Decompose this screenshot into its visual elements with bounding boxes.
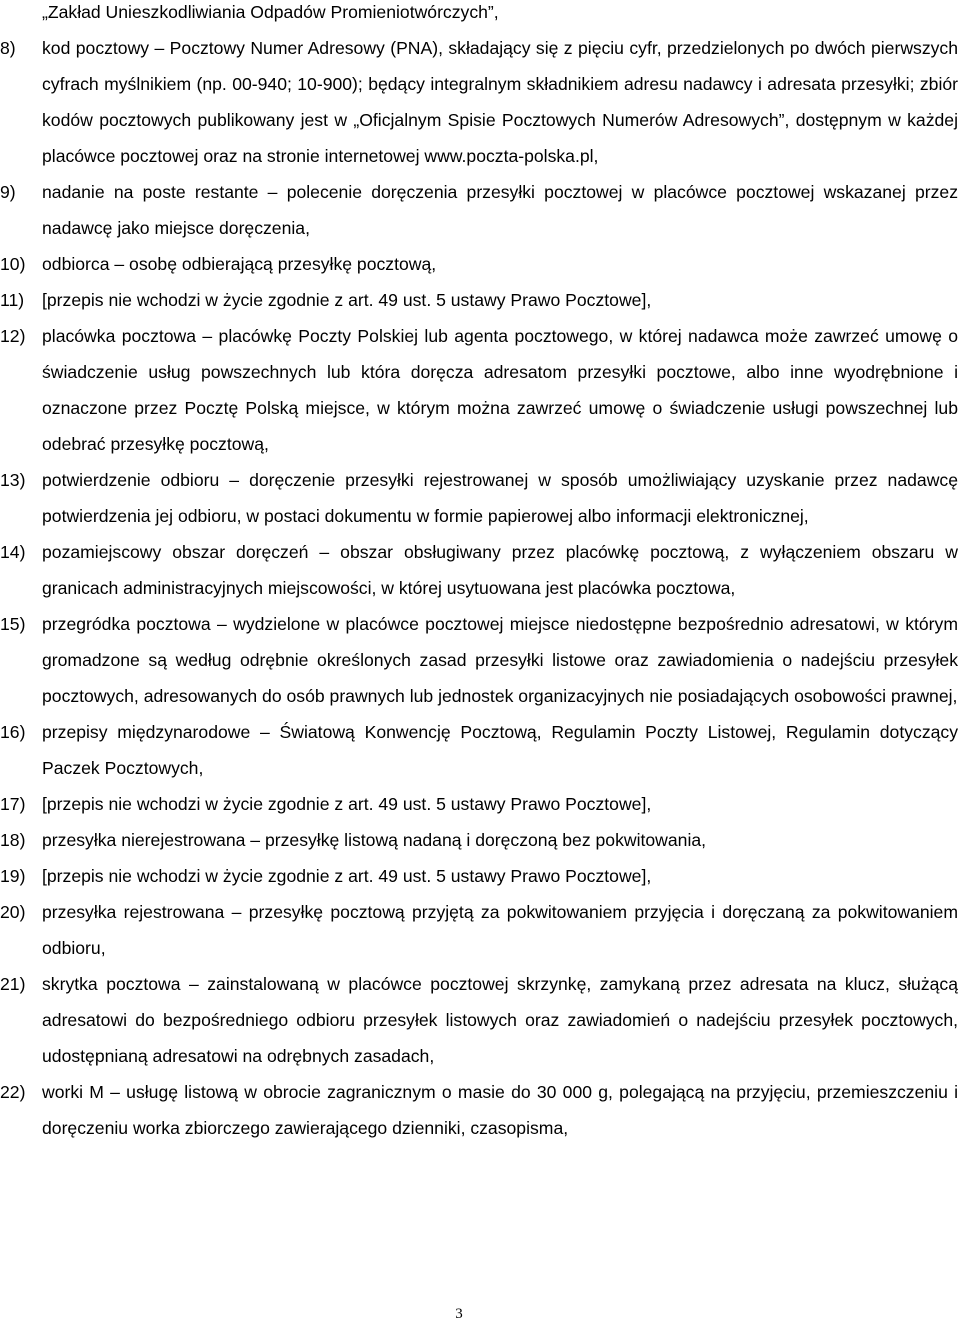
definition-item bbox=[0, 894, 958, 966]
item-number: 17) bbox=[0, 794, 26, 814]
definition-item bbox=[0, 1074, 958, 1146]
definition-item bbox=[0, 318, 958, 462]
definition-item bbox=[0, 534, 958, 606]
definition-item bbox=[0, 246, 958, 282]
definition-item bbox=[0, 606, 958, 714]
definition-item bbox=[0, 462, 958, 534]
item-number: 22) bbox=[0, 1082, 26, 1102]
item-number: 21) bbox=[0, 974, 26, 994]
item-number: 8) bbox=[0, 38, 16, 58]
definition-item bbox=[0, 714, 958, 786]
item-number: 19) bbox=[0, 866, 26, 886]
item-text: [przepis nie wchodzi w życie zgodnie z art. 49 ust. 5 ustawy Prawo Pocztowe], bbox=[42, 794, 652, 814]
item-text: przesyłka nierejestrowana – przesyłkę listową nadaną i doręczoną bez pokwitowania, bbox=[42, 830, 707, 850]
item-number: 10) bbox=[0, 254, 26, 274]
continued-text-line: „Zakład Unieszkodliwiania Odpadów Promieniotwórczych”, bbox=[42, 2, 499, 22]
definition-item bbox=[0, 30, 958, 174]
item-number: 14) bbox=[0, 542, 26, 562]
item-text: potwierdzenie odbioru – doręczenie przesyłki rejestrowanej w sposób umożliwiający uzyskanie przez nadawcę potwierdzenia jej odbioru, w postaci dokumentu w formie papierowej albo informacji elektronicznej, bbox=[42, 470, 958, 526]
item-number: 13) bbox=[0, 470, 26, 490]
item-number: 12) bbox=[0, 326, 26, 346]
item-number: 9) bbox=[0, 182, 16, 202]
definition-item bbox=[0, 822, 958, 858]
item-number: 15) bbox=[0, 614, 26, 634]
item-text: przegródka pocztowa – wydzielone w placówce pocztowej miejsce niedostępne bezpośrednio adresatowi, w którym gromadzone są według odrębnie określonych zasad przesyłki listowe oraz zawiadomienia o nadejściu przesyłek pocztowych, adresowanych do osób prawnych lub jednostek organizacyjnych nie posiadających osobowości prawnej, bbox=[42, 614, 958, 706]
item-text: przesyłka rejestrowana – przesyłkę pocztową przyjętą za pokwitowaniem przyjęcia i doręczaną za pokwitowaniem odbioru, bbox=[42, 902, 958, 958]
definition-item bbox=[0, 282, 958, 318]
item-text: odbiorca – osobę odbierającą przesyłkę pocztową, bbox=[42, 254, 437, 274]
item-number: 11) bbox=[0, 290, 25, 310]
item-text: pozamiejscowy obszar doręczeń – obszar obsługiwany przez placówkę pocztową, z wyłączeniem obszaru w granicach administracyjnych miejscowości, w której usytuowana jest placówka pocztowa, bbox=[42, 542, 958, 598]
item-text: [przepis nie wchodzi w życie zgodnie z art. 49 ust. 5 ustawy Prawo Pocztowe], bbox=[42, 290, 652, 310]
definition-item bbox=[0, 858, 958, 894]
item-text: [przepis nie wchodzi w życie zgodnie z art. 49 ust. 5 ustawy Prawo Pocztowe], bbox=[42, 866, 652, 886]
item-text: kod pocztowy – Pocztowy Numer Adresowy (PNA), składający się z pięciu cyfr, przedzielonych po dwóch pierwszych cyfrach myślnikiem (np. 00-940; 10-900); będący integralnym składnikiem adresu nadawcy i adresata przesyłki; zbiór kodów pocztowych publikowany jest w „Oficjalnym Spisie Pocztowych Numerów Adresowych”, dostępnym w każdej placówce pocztowej oraz na stronie internetowej www.poczta-polska.pl, bbox=[42, 38, 958, 166]
item-text: placówka pocztowa – placówkę Poczty Polskiej lub agenta pocztowego, w której nadawca może zawrzeć umowę o świadczenie usług powszechnych lub która doręcza adresatom przesyłki pocztowe, albo inne wyodrębnione i oznaczone przez Pocztę Polską miejsce, w którym można zawrzeć umowę o świadczenie usługi powszechnej lub odebrać przesyłkę pocztową, bbox=[42, 326, 958, 454]
definition-item bbox=[0, 174, 958, 246]
item-text: nadanie na poste restante – polecenie doręczenia przesyłki pocztowej w placówce pocztowej wskazanej przez nadawcę jako miejsce doręczenia, bbox=[42, 182, 958, 238]
definition-item bbox=[0, 966, 958, 1074]
item-text: worki M – usługę listową w obrocie zagranicznym o masie do 30 000 g, polegającą na przyjęciu, przemieszczeniu i doręczeniu worka zbiorczego zawierającego dzienniki, czasopisma, bbox=[42, 1082, 958, 1138]
item-number: 18) bbox=[0, 830, 26, 850]
item-text: przepisy międzynarodowe – Światową Konwencję Pocztową, Regulamin Poczty Listowej, Regulamin dotyczący Paczek Pocztowych, bbox=[42, 722, 958, 778]
item-text: skrytka pocztowa – zainstalowaną w placówce pocztowej skrzynkę, zamykaną przez adresata na klucz, służącą adresatowi do bezpośredniego odbioru przesyłek listowych oraz zawiadomień o nadejściu przesyłek pocztowych, udostępnianą adresatowi na odrębnych zasadach, bbox=[42, 974, 958, 1066]
page-number: 3 bbox=[455, 1306, 463, 1322]
item-number: 16) bbox=[0, 722, 26, 742]
definition-list bbox=[0, 30, 958, 1146]
item-number: 20) bbox=[0, 902, 26, 922]
definition-item bbox=[0, 786, 958, 822]
